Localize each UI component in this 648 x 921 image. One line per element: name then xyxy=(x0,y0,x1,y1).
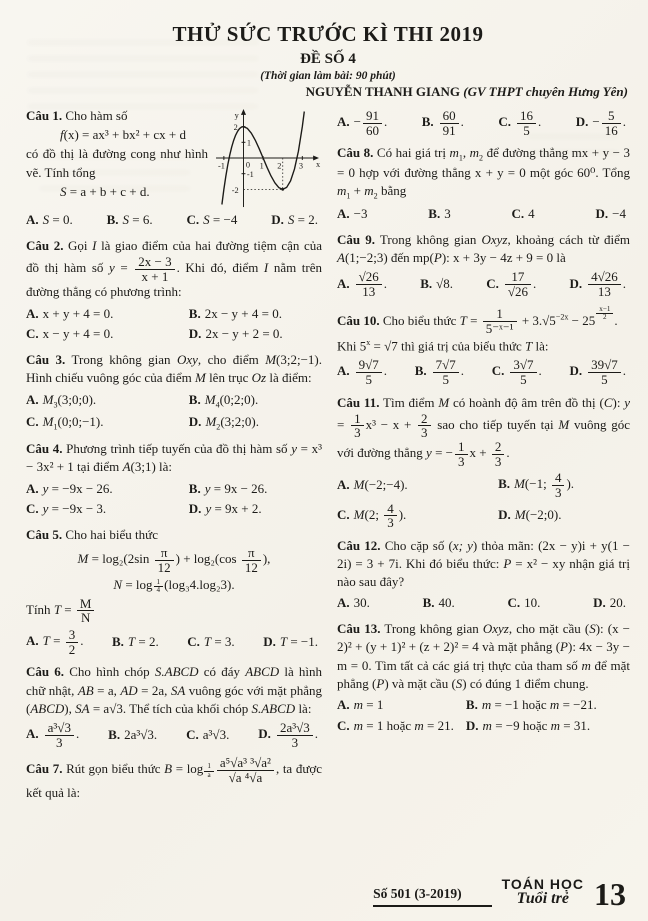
option-b: B. √8. xyxy=(420,276,454,292)
options xyxy=(337,471,630,530)
question-label: Câu 13. xyxy=(337,621,381,637)
question-1 xyxy=(26,107,322,230)
options xyxy=(26,211,322,230)
option-d: D. M(−2;0). xyxy=(498,507,562,523)
option-a: A. x + y + 4 = 0. xyxy=(26,305,114,321)
question-label: Câu 4. xyxy=(26,441,63,457)
x-tick-1: 1 xyxy=(259,161,264,171)
option-c: C. x − y + 4 = 0. xyxy=(26,326,114,342)
question-text: Trong không gian Oxyz, cho mặt cầu (S): (x − 2)² + (y + 1)² + (z + 2)² = 4 và mặt phẳng (P): 4x − 3y − m = 0. Tìm tất cả các giá trị thực của tham số m để mặt phẳng (P) và mặt cầu (S) có đúng 1 điểm chung. xyxy=(337,621,631,691)
question-text: Tính T = $\frac{M}{N}$ xyxy=(26,597,322,625)
option-d: D. $\frac{\text{2a³√3}}{3}$ . xyxy=(258,719,318,750)
option-c: C. y = −9x − 3. xyxy=(26,501,107,517)
option-b: B. M(−1; $\frac{4}{3}$ ). xyxy=(498,470,575,500)
y-tick-neg2: -2 xyxy=(231,185,239,195)
header xyxy=(26,22,630,100)
question-2 xyxy=(26,237,322,344)
option-letter: D. xyxy=(271,212,284,227)
exam-number: ĐỀ SỐ 4 xyxy=(300,51,356,67)
y-tick-2: 2 xyxy=(233,123,238,133)
options xyxy=(26,628,322,656)
question-text: Khi $5^x = √7$ thì giá trị của biểu thức T là: xyxy=(337,337,549,354)
time-note: (Thời gian làm bài: 90 phút) xyxy=(260,70,396,82)
question-text: Trong không gian Oxyz, khoảng cách từ điểm A(1;−2;3) đến mp(P): x + 3y − 4z + 9 = 0 là xyxy=(337,232,631,266)
author-name: NGUYỄN THANH GIANG xyxy=(305,84,460,99)
options xyxy=(26,305,322,345)
magazine-logo xyxy=(502,877,584,907)
question-label: Câu 12. xyxy=(337,537,381,553)
right-column xyxy=(337,106,630,810)
question-10 xyxy=(337,306,630,387)
question-label: Câu 5. xyxy=(26,527,63,543)
options xyxy=(337,696,630,736)
formula: S = a + b + c + d. xyxy=(60,183,150,199)
option-c: C. 4 xyxy=(511,206,535,222)
option-c: C. $\frac{3√7}{5}$ . xyxy=(491,357,542,387)
option-b: B. m = −1 hoặc m = −21. xyxy=(465,696,597,712)
x-tick-2: 2 xyxy=(277,161,282,171)
question-label: Câu 10. xyxy=(337,312,380,328)
formula: M = log₂(2sin $\frac{\pi}{12}$ ) + log₂(cos $\frac{\pi}{12}$ ), xyxy=(77,545,271,576)
question-text: Cho hai biểu thức xyxy=(65,527,158,543)
left-column xyxy=(26,106,322,810)
option-b: B. 2a³√3. xyxy=(108,726,158,742)
logo-line-1: TOÁN HỌC xyxy=(501,876,584,892)
question-3 xyxy=(26,351,322,433)
question-text: Rút gọn biểu thức B = log $\frac{1}{a}$ $\frac{\text{a⁵√a³ ³√a²}}{\text{√a ⁴√a}}$ , ta được kết quả là: xyxy=(26,755,323,801)
option-b: B. S = 6. xyxy=(106,212,153,227)
author-line xyxy=(26,84,630,100)
options xyxy=(337,270,630,298)
options xyxy=(337,205,630,224)
option-d: D. $\frac{4√26}{13}$ . xyxy=(569,269,626,300)
option-a: A. $\frac{9√7}{5}$ . xyxy=(337,357,388,387)
option-d: D. 2x − y + 2 = 0. xyxy=(188,326,283,342)
option-a: A. $\frac{\text{a³√3}}{3}$ . xyxy=(26,719,80,750)
option-letter: A. xyxy=(26,212,39,227)
option-a: A. T = $\frac{3}{2}$ . xyxy=(26,627,84,657)
option-a: A. − $\frac{91}{60}$ . xyxy=(337,108,388,138)
question-9 xyxy=(337,231,630,299)
origin-label: 0 xyxy=(245,160,251,170)
question-label: Câu 2. xyxy=(26,237,64,253)
option-c: C. 10. xyxy=(507,595,541,611)
page-footer xyxy=(373,876,626,913)
question-label: Câu 8. xyxy=(337,145,374,161)
option-d: D. 20. xyxy=(593,595,626,611)
option-a: A. 30. xyxy=(337,595,370,611)
x-axis-label: x xyxy=(316,159,321,169)
question-11 xyxy=(337,394,630,530)
option-letter: B. xyxy=(106,212,119,227)
question-text: có đồ thị là đường cong như hình vẽ. Tính tổng xyxy=(26,146,208,180)
question-7-options xyxy=(337,109,630,137)
question-text: Cho biểu thức T = $\frac{1}{\text{5⁻ˣ⁻¹}}$ + $3.√5^{-2x} - 25$ $\frac{x-1}{2}$ . xyxy=(382,304,618,337)
options xyxy=(26,480,322,520)
option-b: B. $\frac{7√7}{5}$ . xyxy=(414,357,465,387)
question-label: Câu 1. xyxy=(26,108,63,123)
question-7 xyxy=(26,756,322,802)
option-d: D. y = 9x + 2. xyxy=(188,501,262,517)
cubic-function-graph xyxy=(214,107,322,209)
options xyxy=(337,594,630,613)
option-a: A. M(−2;−4). xyxy=(337,476,408,492)
option-a: A. $M_3(3;0;0)$. xyxy=(26,391,97,410)
y-axis-label: y xyxy=(234,110,239,120)
option-b: B. 2x − y + 4 = 0. xyxy=(188,305,282,321)
option-b: B. $M_4(0;2;0)$. xyxy=(188,391,259,410)
x-tick-3: 3 xyxy=(298,161,304,171)
question-12 xyxy=(337,537,630,613)
options xyxy=(26,721,322,749)
question-label: Câu 3. xyxy=(26,352,66,368)
option-d: D. m = −9 hoặc m = 31. xyxy=(465,717,591,733)
option-a: A. $\frac{√26}{13}$ . xyxy=(337,269,388,300)
author-affiliation: (GV THPT chuyên Hưng Yên) xyxy=(463,84,628,99)
option-c: C. $\frac{17}{√26}$ . xyxy=(486,269,537,300)
question-text: Cho cặp số (x; y) thỏa mãn: (2x − y)i + y(1 − 2i) = 3 + 7i. Khi đó biểu thức: P = x² − xy nhận giá trị nào sau đây? xyxy=(337,537,631,590)
option-c: C. $M_1(0;0;-1)$. xyxy=(26,413,104,432)
question-text: Gọi I là giao điểm của hai đường tiệm cận của đồ thị hàm số y = $\frac{2x - 3}{x + 1}$ . Khi đó, điểm I nằm trên đường thẳng có phương trình: xyxy=(26,237,323,300)
minimum-point xyxy=(281,188,284,191)
y-tick-1: 1 xyxy=(246,138,252,148)
question-text: Trong không gian Oxy, cho điểm M(3;2;−1). Hình chiếu vuông góc của điểm M lên trục Oz là điểm: xyxy=(26,352,323,386)
option-b: B. $\frac{60}{91}$ . xyxy=(421,108,464,138)
option-c: C. S = −4 xyxy=(186,212,238,227)
question-text: Có hai giá trị $m_1$, $m_2$ để đường thẳng mx + y − 3 = 0 hợp với đường thẳng x + y = 0 một góc 60⁰. Tổng $m_1 + m_2$ bằng xyxy=(337,145,631,201)
question-8 xyxy=(337,144,630,224)
option-c: C. a³√3. xyxy=(186,726,230,742)
logo-line-2: Tuổi trẻ xyxy=(516,890,569,907)
option-b: B. 40. xyxy=(422,595,455,611)
question-text: Cho hình chóp S.ABCD có đáy ABCD là hình chữ nhật, AB = a, AD = 2a, SA vuông góc với mặt phẳng (ABCD), SA = a√3. Thể tích của khối chóp S.ABCD là: xyxy=(26,664,323,716)
option-a: A. m = 1 xyxy=(337,696,384,712)
question-label: Câu 11. xyxy=(337,394,380,410)
option-b: B. y = 9x − 26. xyxy=(188,480,268,496)
page-number: 13 xyxy=(594,876,626,913)
y-axis-arrow xyxy=(241,109,246,115)
question-4 xyxy=(26,440,322,519)
option-d: D. T = −1. xyxy=(263,633,318,649)
question-13 xyxy=(337,620,630,735)
option-c: C. M(2; $\frac{4}{3}$ ). xyxy=(337,500,407,531)
option-b: B. T = 2. xyxy=(111,633,159,649)
option-d: D. $\frac{39√7}{5}$ . xyxy=(569,357,626,387)
option-c: C. m = 1 hoặc m = 21. xyxy=(337,717,454,733)
options xyxy=(26,391,322,434)
option-d: D. S = 2. xyxy=(271,212,318,227)
question-6 xyxy=(26,663,322,749)
option-d: D. − $\frac{5}{16}$ . xyxy=(575,108,626,138)
option-d: D. −4 xyxy=(595,206,626,222)
page-title: THỬ SỨC TRƯỚC KÌ THI 2019 xyxy=(172,22,484,46)
question-label: Câu 9. xyxy=(337,232,375,248)
two-column-layout xyxy=(26,106,630,810)
option-a: A. S = 0. xyxy=(26,212,73,227)
options xyxy=(337,358,630,386)
graph-figure xyxy=(214,107,322,209)
option-letter: C. xyxy=(186,212,200,227)
question-text: Cho hàm số xyxy=(65,108,128,123)
y-tick-neg1: -1 xyxy=(246,170,254,180)
option-c: C. $\frac{16}{5}$ . xyxy=(498,108,542,138)
option-a: A. y = −9x − 26. xyxy=(26,480,113,496)
question-text: Tìm điểm M có hoành độ âm trên đồ thị (C): y = $\frac{1}{3}$ x³ − x + $\frac{2}{3}$ sao cho tiếp tuyến tại M vuông góc với đường thẳng y = − $\frac{1}{3}$ x + $\frac{2}{3}$ . xyxy=(337,394,631,469)
formula: N = log $\frac{1}{4}$ (log₃4.log₂3). xyxy=(113,576,235,595)
option-a: A. −3 xyxy=(337,206,368,222)
issue-number: Số 501 (3-2019) xyxy=(373,886,492,907)
option-d: D. $M_2(3;2;0)$. xyxy=(188,413,259,432)
question-label: Câu 7. xyxy=(26,761,63,777)
x-tick-neg1: -1 xyxy=(217,161,225,171)
question-text: Phương trình tiếp tuyến của đồ thị hàm số y = x³ − 3x² + 1 tại điểm A(3;1) là: xyxy=(26,441,322,475)
option-c: C. T = 3. xyxy=(187,633,235,649)
options xyxy=(337,109,630,137)
question-label: Câu 6. xyxy=(26,664,65,680)
question-5 xyxy=(26,526,322,656)
formula: f(x) = ax³ + bx² + cx + d xyxy=(60,127,186,143)
option-b: B. 3 xyxy=(428,206,451,222)
